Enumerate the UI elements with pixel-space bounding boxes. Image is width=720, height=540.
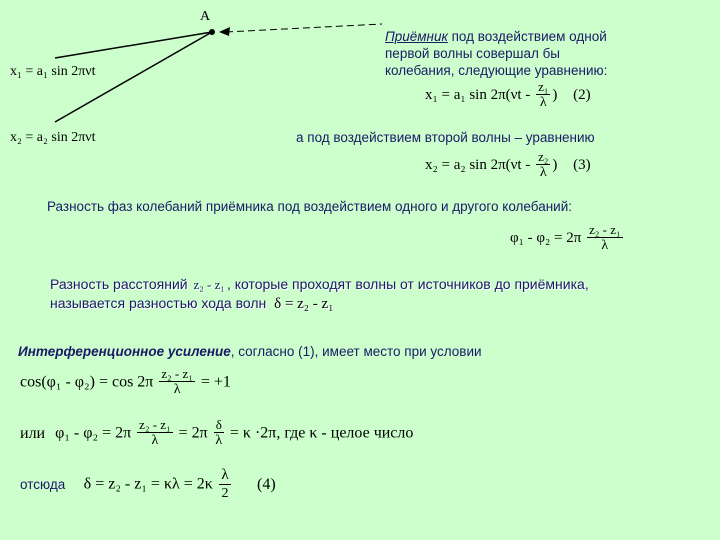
equation-hence xyxy=(20,466,276,503)
equation-3-numerator: z₂ xyxy=(538,149,549,164)
equation-cos-denominator: λ xyxy=(173,382,181,397)
equation-2 xyxy=(425,80,591,111)
point-a-label: A xyxy=(200,9,211,24)
receiver-intro xyxy=(385,28,607,79)
equation-hence-prefix: отсюда xyxy=(20,477,66,492)
path-difference-text-b: , которые проходят волны от источников до приёмника, xyxy=(226,276,589,292)
equation-2-numerator: z₁ xyxy=(538,79,549,94)
equation-cos-fraction xyxy=(159,367,194,398)
path-difference-text-c: называется разностью хода волн xyxy=(50,295,267,311)
equation-or-denominator-1: λ xyxy=(151,433,159,448)
equation-or-numerator-2: δ xyxy=(215,417,222,432)
equation-2-tag: (2) xyxy=(573,87,591,103)
intro-line-3: колебания, следующие уравнению: xyxy=(385,63,608,78)
receiver-word: Приёмник xyxy=(385,29,448,44)
equation-or-fraction-1 xyxy=(137,418,172,449)
equation-cos-numerator: z₂ - z₁ xyxy=(161,366,193,381)
second-wave-text: а под воздействием второй волны – уравнению xyxy=(296,130,595,145)
equation-hence-tag: (4) xyxy=(257,475,276,493)
interference-title: Интерференционное усиление xyxy=(18,344,231,359)
equation-3-close: ) xyxy=(552,157,558,173)
phase-difference-text: Разность фаз колебаний приёмника под воздействием одного и другого колебаний: xyxy=(47,199,573,214)
equation-2-close: ) xyxy=(552,87,558,103)
path-difference-expr: z₂ - z₁ xyxy=(193,277,225,292)
path-difference-line-2 xyxy=(50,295,333,313)
equation-2-lhs: x₁ = a₁ sin 2π(νt - xyxy=(425,87,531,103)
equation-or-lhs: φ₁ - φ₂ = 2π xyxy=(55,424,132,442)
equation-or-rhs: = κ ·2π, где κ - целое число xyxy=(229,424,414,442)
equation-or-denominator-2: λ xyxy=(215,433,223,448)
equation-x1-diagram: x₁ = a₁ sin 2πνt xyxy=(10,64,96,79)
equation-hence-fraction xyxy=(219,466,230,503)
interference-rest: , согласно (1), имеет место при условии xyxy=(230,344,482,359)
equation-3-tag: (3) xyxy=(573,157,591,173)
point-a-dot xyxy=(209,29,215,35)
equation-phase xyxy=(510,223,625,254)
equation-phase-fraction xyxy=(587,223,622,254)
equation-hence-lhs: δ = z₂ - z₁ = κλ = 2κ xyxy=(83,475,213,493)
equation-phase-denominator: λ xyxy=(601,238,609,253)
path-difference-line-1 xyxy=(50,276,589,293)
equation-3-denominator: λ xyxy=(539,165,547,180)
receiver-pointer-arrowhead xyxy=(219,27,230,36)
equation-or xyxy=(20,418,413,449)
equation-x2-diagram: x₂ = a₂ sin 2πνt xyxy=(10,130,96,145)
equation-or-fraction-2 xyxy=(214,418,224,449)
equation-hence-denominator: 2 xyxy=(221,486,229,501)
intro-line-1: под воздействием одной xyxy=(447,29,607,44)
path-difference-definition: δ = z₂ - z₁ xyxy=(274,296,334,312)
equation-hence-numerator: λ xyxy=(221,467,229,483)
equation-3 xyxy=(425,150,591,181)
equation-cos xyxy=(20,367,231,398)
equation-or-mid: = 2π xyxy=(178,424,208,442)
equation-cos-lhs: cos(φ₁ - φ₂) = cos 2π xyxy=(20,373,154,391)
equation-2-denominator: λ xyxy=(539,95,547,110)
interference-heading xyxy=(18,343,482,360)
equation-phase-lhs: φ₁ - φ₂ = 2π xyxy=(510,230,582,246)
equation-or-prefix: или xyxy=(20,424,46,442)
intro-line-2: первой волны совершал бы xyxy=(385,46,561,61)
equation-3-fraction xyxy=(536,150,550,181)
equation-2-fraction xyxy=(536,80,550,111)
equation-3-lhs: x₂ = a₂ sin 2π(νt - xyxy=(425,157,531,173)
path-difference-text-a: Разность расстояний xyxy=(50,276,188,292)
equation-or-numerator-1: z₂ - z₁ xyxy=(139,417,171,432)
equation-cos-rhs: = +1 xyxy=(200,373,231,391)
receiver-pointer-line xyxy=(226,24,382,32)
equation-phase-numerator: z₂ - z₁ xyxy=(589,222,621,237)
